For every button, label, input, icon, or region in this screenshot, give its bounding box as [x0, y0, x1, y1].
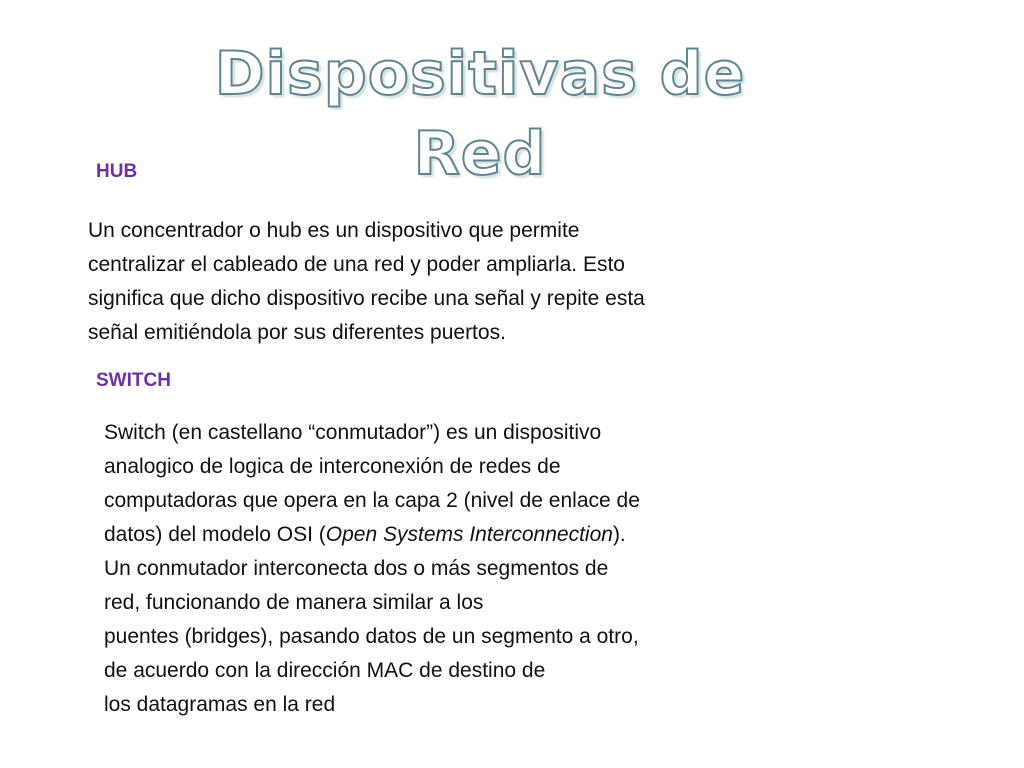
switch-line: Un conmutador interconecta dos o más segmentos de — [104, 557, 609, 580]
hub-line: señal emitiéndola por sus diferentes puertos. — [88, 321, 506, 344]
hub-heading: HUB — [96, 161, 138, 182]
switch-line: los datagramas en la red — [104, 693, 336, 716]
switch-line: Switch (en castellano “conmutador”) es un dispositivo — [104, 421, 602, 444]
switch-line: analogico de logica de interconexión de redes de — [104, 455, 561, 478]
hub-line: centralizar el cableado de una red y poder ampliarla. Esto — [88, 253, 625, 276]
osi-expansion: Open Systems Interconnection — [325, 523, 613, 546]
slide-title: Dispositivas de Red — [214, 39, 746, 189]
switch-line: puentes (bridges), pasando datos de un segmento a otro, — [104, 625, 639, 648]
switch-line-end: ). — [612, 523, 626, 546]
switch-line: de acuerdo con la dirección MAC de destino de — [104, 659, 546, 682]
switch-heading: SWITCH — [96, 370, 171, 391]
switch-line: red, funcionando de manera similar a los — [104, 591, 484, 614]
hub-line: significa que dicho dispositivo recibe una señal y repite esta — [88, 287, 645, 310]
hub-paragraph — [88, 214, 788, 350]
switch-paragraph — [104, 416, 784, 722]
switch-line — [104, 518, 784, 552]
switch-line: computadoras que opera en la capa 2 (nivel de enlace de — [104, 489, 640, 512]
switch-line-start: datos) del modelo OSI ( — [104, 523, 326, 546]
hub-line: Un concentrador o hub es un dispositivo que permite — [88, 219, 580, 242]
